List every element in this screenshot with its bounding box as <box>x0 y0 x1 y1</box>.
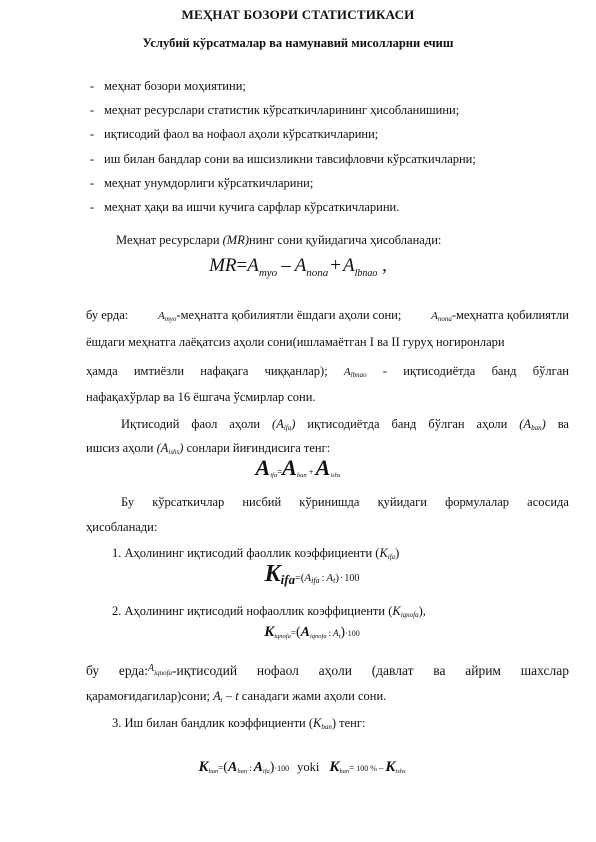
formula-operator: : <box>249 763 252 773</box>
formula-symbol: K <box>379 546 388 560</box>
formula-paren: ( <box>300 572 305 584</box>
text-span: ) <box>541 417 546 431</box>
text-span: - <box>382 364 387 378</box>
formula-symbol: K <box>392 604 401 618</box>
formula-paren: ) <box>340 625 346 640</box>
formula-subscript: ifa <box>311 576 320 585</box>
text-span: ) <box>179 441 184 455</box>
formula-operator: · <box>345 629 348 638</box>
list-item-text: меҳнат ресурслари статистик кўрсаткичларининг ҳисобланишини; <box>104 103 460 118</box>
formula-number: 100 <box>347 629 360 638</box>
formula-subscript: ban <box>237 768 248 775</box>
text-span: ёшдаги меҳнатга лаёқатсиз аҳоли сони(ишламаётган I ва II гуруҳ ногиронлари <box>86 335 505 349</box>
formula-subscript: t <box>333 576 336 585</box>
formula-symbol: A <box>431 310 438 322</box>
text-span: сонлари йиғиндисига тенг: <box>183 441 331 455</box>
formula-operator: – <box>281 255 291 276</box>
formula-subscript: ishs <box>330 472 341 479</box>
formula-operator: + <box>308 467 314 477</box>
formula-symbol: A <box>294 255 307 276</box>
formula-subscript: iqnofa <box>154 669 173 677</box>
formula-subscript: myo <box>164 315 177 323</box>
formula-subscript: nona <box>437 315 452 323</box>
formula-operator: + <box>330 255 342 276</box>
text-span: ) <box>291 417 296 431</box>
page-title: МЕҲНАТ БОЗОРИ СТАТИСТИКАСИ <box>181 7 415 22</box>
formula-symbol: K <box>264 561 281 587</box>
formula-symbol: MR <box>209 255 237 276</box>
bullet-marker: - <box>90 79 95 93</box>
bullet-marker: - <box>90 103 95 118</box>
formula-operator: = <box>290 628 296 638</box>
paragraph-mr-intro <box>116 233 441 248</box>
formula-subscript: iqnofa <box>274 633 291 640</box>
numbered-item-3 <box>112 716 365 731</box>
formula-symbol: A <box>333 628 339 638</box>
item-number: 2. <box>112 604 122 618</box>
formula-symbol: K <box>198 759 209 775</box>
formula-mr <box>0 255 596 279</box>
text-span: -меҳнатга қобилиятли ёшдаги аҳоли сони; <box>176 308 402 322</box>
list-item <box>90 151 476 175</box>
paragraph-ifa-line1 <box>121 417 569 432</box>
formula-subscript: t <box>220 696 223 704</box>
text-span: Иқтисодий <box>121 417 180 431</box>
text-span: Бу <box>121 495 135 509</box>
page-subtitle: Услубий кўрсатмалар ва намунавий мисолларни ечиш <box>142 36 454 50</box>
text-span: қуйидаги <box>377 495 427 509</box>
text-span: кўринишда <box>299 495 360 509</box>
text-span: ҳамда <box>86 364 118 378</box>
formula-subscript: ifa <box>387 553 396 561</box>
formula-subscript: ifa <box>270 472 278 479</box>
formula-paren: ( <box>223 760 228 775</box>
formula-paren: ( <box>295 625 301 640</box>
formula-k-iqnofa <box>0 623 596 641</box>
text-span: санадаги жами аҳоли сони. <box>238 689 387 703</box>
text-span: формулалар <box>445 495 510 509</box>
text-span: – <box>222 689 236 703</box>
formula-subscript: ban <box>339 768 350 775</box>
formula-operator: = <box>218 763 224 773</box>
text-span: Аҳолининг иқтисодий фаоллик коэффициенти ( <box>124 546 380 560</box>
item-number: 1. <box>112 546 122 560</box>
text-span: ерда: <box>118 663 149 678</box>
paragraph-where-line1 <box>86 308 569 323</box>
text-span: ), <box>418 604 426 618</box>
text-span: нофаол <box>256 663 299 678</box>
formula-operator: – <box>378 763 384 773</box>
formula-operator: = <box>349 763 355 773</box>
list-item-text: меҳнат ҳақи ва ишчи кучига сарфлар кўрсаткичларини. <box>104 199 400 214</box>
text-span: ва <box>433 663 446 678</box>
bullet-marker: - <box>90 127 95 142</box>
bullet-marker: - <box>90 175 95 190</box>
paragraph-ifa-line2 <box>86 441 330 456</box>
text-span: t <box>235 689 239 703</box>
formula-paren: ) <box>335 572 340 584</box>
text-span: аҳоли <box>229 417 261 431</box>
formula-k-ban <box>0 758 596 776</box>
list-item <box>90 175 476 199</box>
formula-symbol: A <box>343 255 355 276</box>
text-span: (давлат <box>371 663 414 678</box>
text-span: Меҳнат ресурслари <box>116 233 220 247</box>
formula-subscript: ban <box>296 472 307 479</box>
formula-operator: = <box>236 255 248 276</box>
list-item-text: меҳнат унумдорлиги кўрсаткичларини; <box>104 175 314 190</box>
formula-subscript: ban <box>208 768 219 775</box>
text-span: фаол <box>191 417 218 431</box>
paragraph-where-line2 <box>86 335 569 350</box>
formula-paren: ) <box>269 760 275 775</box>
formula-symbol: A <box>304 572 312 584</box>
numbered-item-2 <box>112 604 426 619</box>
list-item-text: иш билан бандлар сони ва ишсизликни тавсифловчи кўрсаткичларни; <box>104 151 476 166</box>
paragraph-iqnofa-line2 <box>86 689 386 704</box>
formula-number: 100 <box>277 764 290 773</box>
list-item <box>90 126 476 150</box>
text-span: ) <box>395 546 400 560</box>
text-span: Иш билан бандлик коэффициенти ( <box>124 716 314 730</box>
item-number: 3. <box>112 716 122 730</box>
formula-subscript: ifa <box>262 768 270 775</box>
formula-subscript: t <box>338 633 341 640</box>
formula-subscript: ishs <box>395 768 406 775</box>
list-item-text: иқтисодий фаол ва нофаол аҳоли кўрсаткичларини; <box>104 127 379 142</box>
formula-subscript: iqnofa <box>309 633 327 640</box>
text-span: (A <box>519 417 532 431</box>
text-span: банд <box>391 417 417 431</box>
text-span: бу <box>86 663 100 678</box>
formula-subscript: myo <box>258 266 278 279</box>
formula-subscript: lbnao <box>350 371 367 379</box>
text-span: Аҳолининг иқтисодий нофаоллик коэффициенти ( <box>124 604 393 618</box>
formula-symbol: A <box>227 760 238 775</box>
formula-symbol: A <box>253 760 263 775</box>
formula-operator: : <box>328 628 332 638</box>
formula-punct: , <box>377 255 387 276</box>
formula-subscript: ishs <box>168 448 180 456</box>
formula-symbol: A <box>158 310 165 322</box>
text-span: (A <box>156 441 169 455</box>
formula-symbol: A <box>343 366 351 378</box>
list-item <box>90 102 476 126</box>
topics-list <box>90 78 476 223</box>
bullet-marker: - <box>90 151 95 166</box>
formula-operator: · <box>274 764 278 773</box>
paragraph-iqnofa-line1 <box>86 663 569 679</box>
formula-operator: · <box>340 573 344 584</box>
formula-symbol: K <box>313 716 322 730</box>
text-span: (A <box>272 417 284 431</box>
formula-symbol: A <box>282 455 297 480</box>
formula-ifa <box>0 455 596 481</box>
formula-subscript: lbnao <box>354 267 378 279</box>
text-span: ) тенг: <box>331 716 366 730</box>
formula-subscript: ifa <box>280 572 296 587</box>
paragraph-relative-line2: ҳисобланади: <box>86 520 158 534</box>
text-span: нисбий <box>242 495 282 509</box>
formula-symbol: A <box>315 455 331 480</box>
formula-symbol: A <box>300 625 310 640</box>
yoki-connector: yoki <box>297 760 320 774</box>
variable-mr: (MR) <box>222 233 250 247</box>
formula-number: 100 <box>344 573 360 584</box>
formula-k-ifa <box>0 561 596 588</box>
text-span: иқтисодиётда <box>307 417 380 431</box>
text-span: бу ерда: <box>86 308 129 322</box>
formula-subscript: iqnofa <box>400 611 419 619</box>
text-span: иқтисодиётда <box>403 364 476 378</box>
bullet-marker: - <box>90 199 95 214</box>
formula-operator: = <box>295 573 301 584</box>
text-span: ва <box>557 417 569 431</box>
formula-symbol: A <box>213 689 221 703</box>
formula-symbol: K <box>329 759 340 775</box>
list-item-text: меҳнат бозори моҳиятини; <box>104 79 246 93</box>
formula-symbol: K <box>264 624 275 640</box>
text-span: қарамоғидагилар)сони; <box>86 689 214 703</box>
text-span: аҳоли <box>476 417 508 431</box>
text-span: айрим <box>465 663 501 678</box>
text-span: аҳоли <box>318 663 352 678</box>
text-span: чиққанлар); <box>264 364 328 378</box>
text-span: ишсиз аҳоли <box>86 441 157 455</box>
list-item <box>90 199 476 223</box>
text-span: -меҳнатга қобилиятли <box>451 308 569 322</box>
formula-subscript: ban <box>321 723 332 731</box>
paragraph-where-line3 <box>86 364 569 379</box>
text-span: бўлган <box>532 364 569 378</box>
text-span: банд <box>491 364 517 378</box>
formula-operator: : <box>321 573 325 584</box>
paragraph-relative-line1 <box>121 495 569 510</box>
formula-subscript: nona <box>306 266 329 279</box>
formula-symbol: A <box>326 572 334 584</box>
list-item <box>90 78 476 102</box>
formula-subscript: ifa <box>283 424 292 432</box>
formula-subscript: ban <box>531 424 542 432</box>
text-span: нинг сони қуйидагича ҳисобланади: <box>249 233 442 247</box>
formula-number: 100 % <box>356 764 377 773</box>
formula-symbol: K <box>385 759 396 775</box>
text-span: -иқтисодий <box>172 663 238 678</box>
text-span: бўлган <box>428 417 465 431</box>
numbered-item-1 <box>112 546 399 561</box>
text-span: имтиёзли <box>133 364 185 378</box>
text-span: нафақага <box>200 364 249 378</box>
formula-symbol: A <box>255 455 271 480</box>
text-span: асосида <box>527 495 569 509</box>
text-span: кўрсаткичлар <box>152 495 225 509</box>
formula-operator: = <box>277 467 283 477</box>
formula-symbol: A <box>148 663 155 674</box>
formula-symbol: A <box>247 255 259 276</box>
text-span: шахслар <box>520 663 569 678</box>
paragraph-where-line4: нафақахўрлар ва 16 ёшгача ўсмирлар сони. <box>86 390 316 404</box>
